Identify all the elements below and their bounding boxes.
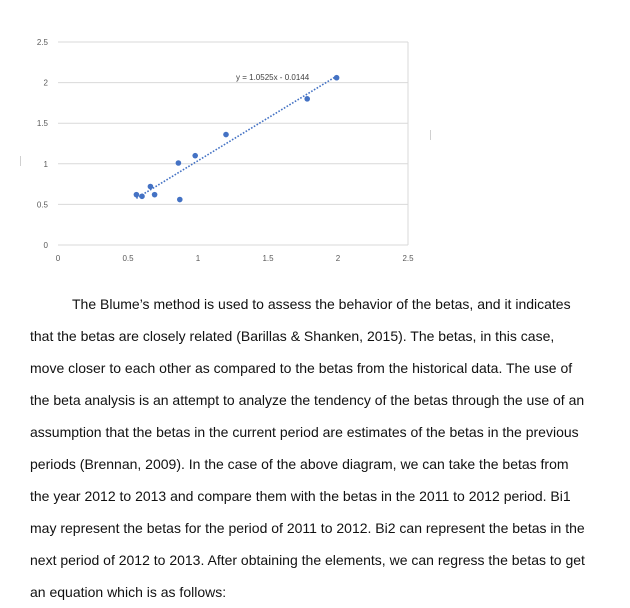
margin-mark-left [20, 156, 21, 166]
data-point [176, 160, 182, 166]
x-axis-ticks [56, 254, 414, 263]
x-tick-label: 1 [195, 254, 201, 263]
y-tick-label: 2.5 [36, 38, 48, 47]
x-tick-label: 1.5 [262, 254, 274, 263]
beta-scatter-chart [0, 0, 440, 280]
body-paragraph: The Blume’s method is used to assess the behavior of the betas, and it indicates that the betas are closely related (Barillas & Shanken, 2015). The betas, in this case, move closer to each other as compared to the betas from the historical data. The use of the beta analysis is an attempt to analyze the tendency of the betas through the use of an assumption that the betas in the current period are estimates of the betas in the previous periods (Brennan, 2009). In the case of the above diagram, we can take the betas from the year 2012 to 2013 and compare them with the betas in the 2011 to 2012 period. Bi1 may represent the betas for the period of 2011 to 2012. Bi2 can represent the betas in the next period of 2012 to 2013. After obtaining the elements, we can regress the betas to get an equation which is as follows: [30, 296, 585, 600]
x-tick-label: 2.5 [402, 254, 414, 263]
data-points [134, 75, 340, 202]
margin-mark-right [430, 130, 431, 140]
data-point [152, 192, 158, 198]
data-point [334, 75, 340, 81]
x-tick-label: 2 [335, 254, 341, 263]
data-point [177, 197, 183, 203]
data-point [139, 193, 145, 199]
y-axis-ticks [37, 38, 49, 250]
trendline-equation: y = 1.0525x - 0.0144 [236, 73, 310, 82]
y-tick-label: 2 [43, 78, 48, 88]
trendline [136, 76, 336, 198]
x-tick-label: 0 [55, 254, 61, 263]
y-tick-label: 0 [43, 241, 48, 250]
data-point [148, 184, 154, 190]
gridlines [58, 42, 408, 245]
data-point [223, 132, 229, 138]
data-point [304, 96, 310, 102]
x-tick-label: 0.5 [122, 254, 134, 263]
data-point [134, 192, 140, 198]
data-point [192, 153, 198, 159]
y-tick-label: 1.5 [36, 119, 48, 129]
y-tick-label: 0.5 [36, 200, 48, 210]
y-tick-label: 1 [43, 159, 48, 169]
